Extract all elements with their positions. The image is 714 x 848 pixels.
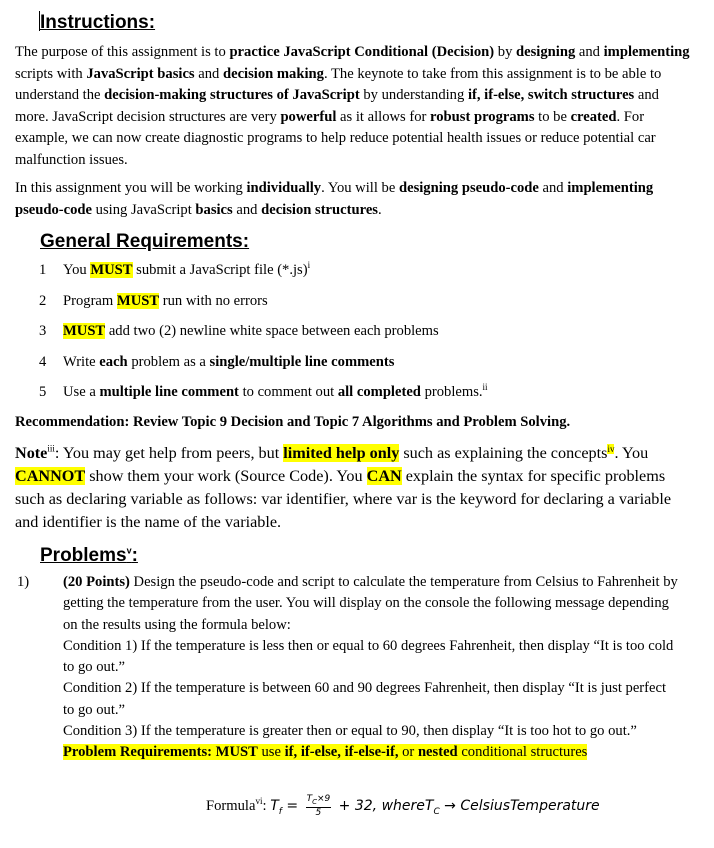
note-paragraph: Note$^{iii}$: You may get help from peers, but limited help only such as explaining the concepts$^{iv}$. You CANNOT show them your work (Source Code). You CAN explain the syntax for specific problems such as declaring variable as follows: var identifier, where var is the keyword for declaring a variable and identifier is the name of the variable. [15, 443, 672, 531]
general-requirements-heading: General Requirements: [40, 231, 250, 252]
instructions-paragraph-1: The purpose of this assignment is to practice JavaScript Conditional (Decision) by designing and implementing scripts with JavaScript basics and decision making. The keynote to take from this assignment is to be able to understand the decision-making structures of JavaScript by understanding if, if-else, switch structures and more. JavaScript decision structures are very powerful as it allows for robust programs to be created. For example, we can now create diagnostic programs to help reduce potential health issues or reduce potential car malfunction issues. [15, 44, 690, 168]
instructions-paragraph-2: In this assignment you will be working individually. You will be designing pseudo-code and implementing pseudo-code using JavaScript basics and decision structures. [15, 180, 654, 218]
requirement-item-3: 3 MUST add two (2) newline white space between each problems [39, 323, 439, 339]
problem-1-number: 1) [17, 574, 30, 590]
problem-1-condition-1: Condition 1) If the temperature is less then or equal to 60 degrees Fahrenheit, then display “It is too cold to go out.” [63, 637, 674, 676]
formula-fraction: $\frac{T_C\times 9}{5}$ [306, 794, 331, 818]
requirement-item-1: 1 You MUST submit a JavaScript file $(*.js)^i$ [39, 260, 311, 278]
formula: Formula$^{vi}$: $T_f$ = $\frac{T_C\times 9}{5}$ + 32, whereT$_C$ → CelsiusTemperature [206, 794, 600, 818]
requirement-item-4: 4 Write each problem as a single/multiple line comments [39, 354, 395, 370]
recommendation: Recommendation: Review Topic 9 Decision and Topic 7 Algorithms and Problem Solving. [15, 414, 571, 430]
problems-heading: Problems$^v$: [40, 545, 138, 566]
problem-1 [17, 572, 680, 764]
problem-1-condition-3: Condition 3) If the temperature is greater then or equal to 90, then display “It is too hot to go out.” [63, 723, 637, 740]
requirement-item-5: 5 Use a multiple line comment to comment out all completed problems.$^{ii}$ [39, 382, 488, 400]
problem-1-condition-2: Condition 2) If the temperature is between 60 and 90 degrees Fahrenheit, then display “It is just perfect to go out.” [63, 680, 667, 718]
problem-1-intro: (20 Points) Design the pseudo-code and script to calculate the temperature from Celsius to Fahrenheit by getting the temperature from the user. You will display on the console the following message depending on the results using the formula below: [63, 574, 678, 633]
problem-1-requirements: Problem Requirements: MUST use if, if-else, if-else-if, or nested conditional structures [63, 744, 588, 761]
requirement-item-2: 2 Program MUST run with no errors [39, 293, 268, 309]
instructions-heading: Instructions: [40, 12, 156, 33]
